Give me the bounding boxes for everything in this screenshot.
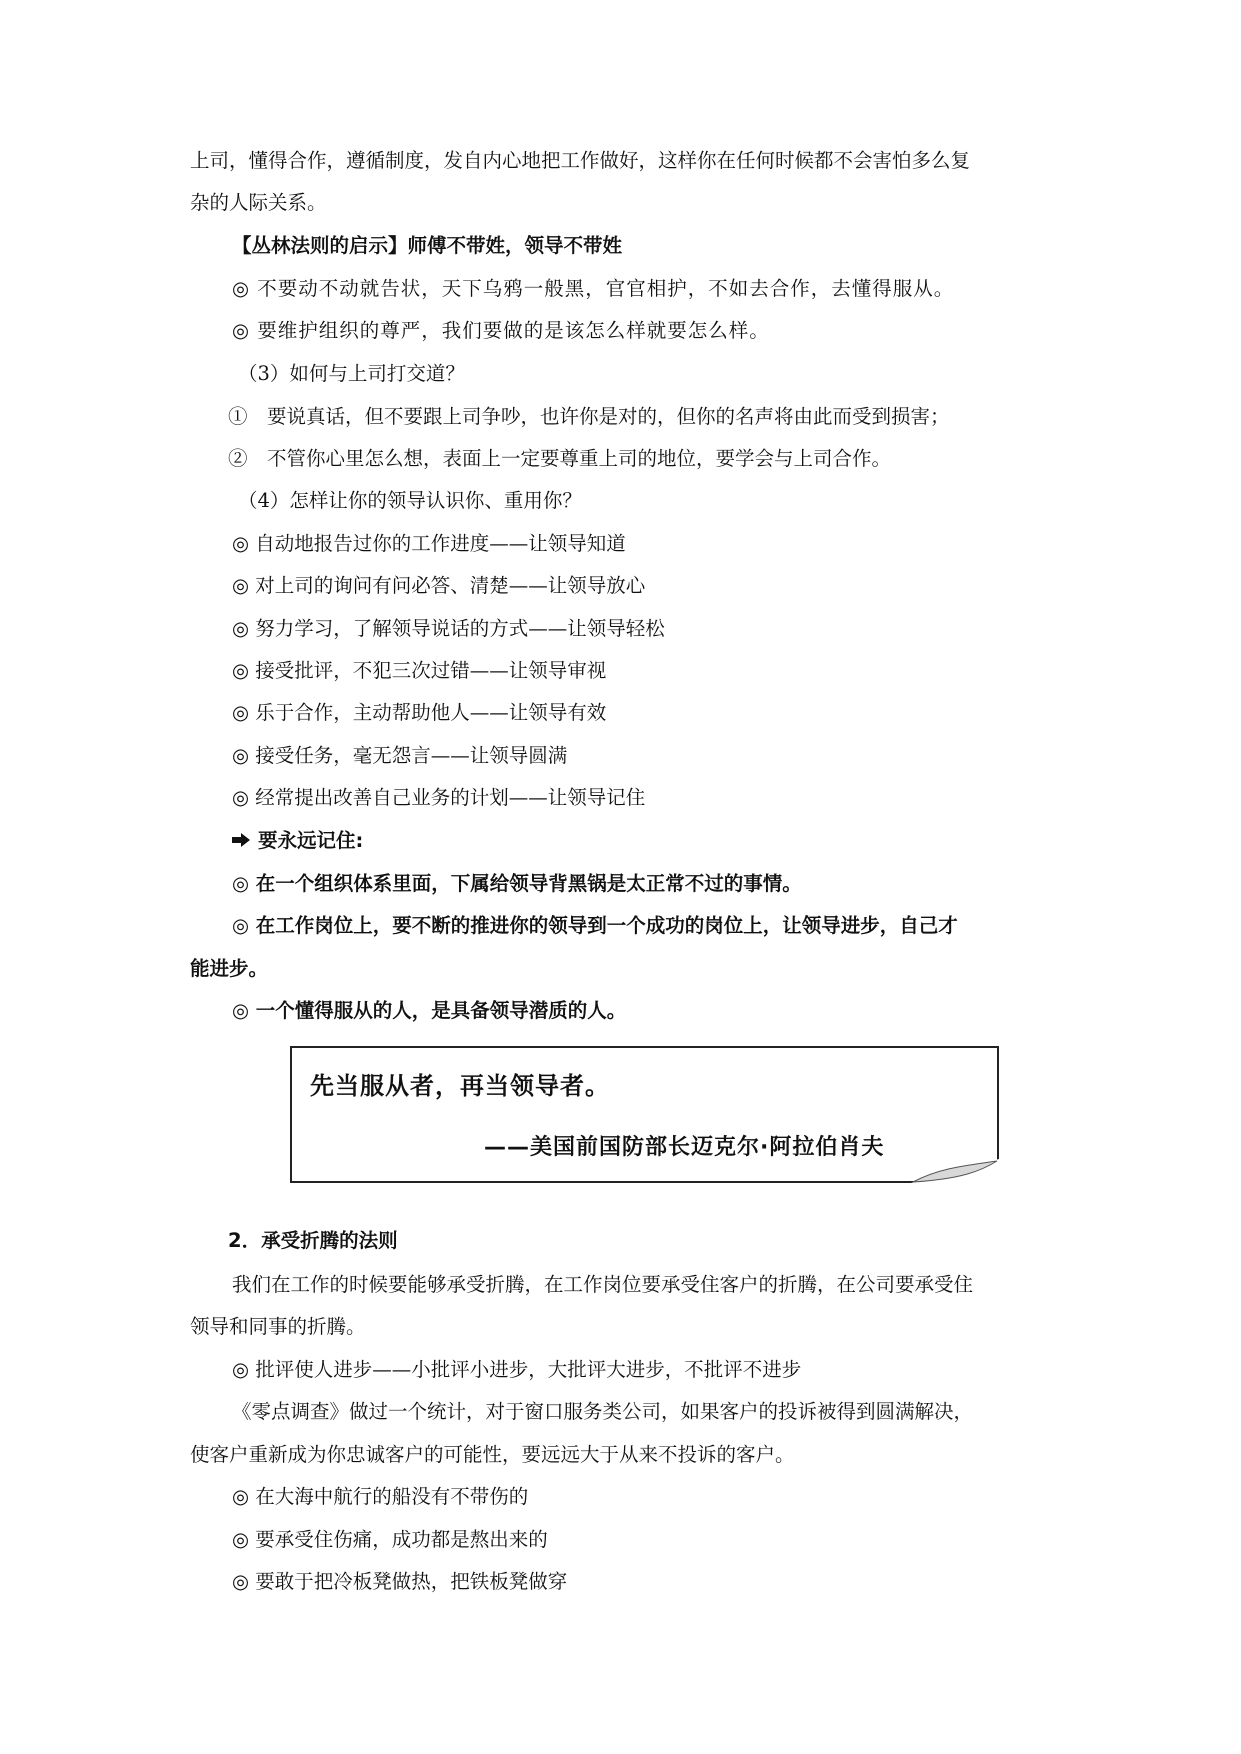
list-item: 能进步。 bbox=[190, 957, 269, 980]
list-item: ◎ 一个懂得服从的人，是具备领导潜质的人。 bbox=[232, 999, 627, 1022]
list-item: ◎ 接受任务，毫无怨言——让领导圆满 bbox=[232, 744, 568, 767]
body-text-line: 我们在工作的时候要能够承受折腾，在工作岗位要承受住客户的折腾，在公司要承受住 bbox=[232, 1273, 974, 1296]
body-text-line: 使客户重新成为你忠诚客户的可能性，要远远大于从来不投诉的客户。 bbox=[190, 1443, 795, 1466]
list-item: ① 要说真话，但不要跟上司争吵，也许你是对的，但你的名声将由此而受到损害； bbox=[228, 405, 950, 428]
quote-attribution: ——美国前国防部长迈克尔·阿拉伯肖夫 bbox=[484, 1135, 885, 1160]
list-item: ◎ 自动地报告过你的工作进度——让领导知道 bbox=[232, 532, 626, 555]
list-item: ◎ 批评使人进步——小批评小进步，大批评大进步，不批评不进步 bbox=[232, 1358, 802, 1381]
body-text-line: 杂的人际关系。 bbox=[190, 191, 327, 214]
list-item: ◎ 要敢于把冷板凳做热，把铁板凳做穿 bbox=[232, 1570, 568, 1593]
list-item: ② 不管你心里怎么想，表面上一定要尊重上司的地位，要学会与上司合作。 bbox=[228, 447, 892, 470]
list-item: ◎ 接受批评，不犯三次过错——让领导审视 bbox=[232, 659, 607, 682]
list-item: ◎ 在一个组织体系里面，下属给领导背黑锅是太正常不过的事情。 bbox=[232, 872, 802, 895]
list-item: ◎ 在大海中航行的船没有不带伤的 bbox=[232, 1485, 529, 1508]
remember-heading bbox=[232, 826, 363, 856]
list-item: ◎ 经常提出改善自己业务的计划——让领导记住 bbox=[232, 786, 646, 809]
remember-title: 要永远记住: bbox=[258, 829, 364, 852]
list-item: ◎ 要维护组织的尊严，我们要做的是该怎么样就要怎么样。 bbox=[232, 319, 770, 342]
body-text-line: 《零点调查》做过一个统计，对于窗口服务类公司，如果客户的投诉被得到圆满解决， bbox=[232, 1400, 974, 1423]
subheading: （4）怎样让你的领导认识你、重用你？ bbox=[238, 489, 582, 512]
list-item: ◎ 不要动不动就告状，天下乌鸦一般黑，官官相护，不如去合作，去懂得服从。 bbox=[232, 277, 955, 300]
section-heading: 【丛林法则的启示】师傅不带姓，领导不带姓 bbox=[232, 234, 623, 257]
quote-text: 先当服从者，再当领导者。 bbox=[310, 1072, 610, 1100]
section-heading: 2．承受折腾的法则 bbox=[228, 1229, 398, 1252]
arrow-right-icon bbox=[232, 826, 250, 856]
body-text-line: 上司，懂得合作，遵循制度，发自内心地把工作做好，这样你在任何时候都不会害怕多么复 bbox=[190, 149, 971, 172]
page-curl-icon bbox=[911, 1159, 999, 1183]
list-item: ◎ 要承受住伤痛，成功都是熬出来的 bbox=[232, 1528, 548, 1551]
list-item: ◎ 努力学习，了解领导说话的方式——让领导轻松 bbox=[232, 617, 665, 640]
list-item: ◎ 在工作岗位上，要不断的推进你的领导到一个成功的岗位上，让领导进步，自己才 bbox=[232, 914, 958, 937]
quote-box bbox=[290, 1046, 999, 1183]
subheading: （3）如何与上司打交道？ bbox=[238, 362, 465, 385]
list-item: ◎ 乐于合作，主动帮助他人——让领导有效 bbox=[232, 701, 607, 724]
body-text-line: 领导和同事的折腾。 bbox=[190, 1315, 366, 1338]
list-item: ◎ 对上司的询问有问必答、清楚——让领导放心 bbox=[232, 574, 646, 597]
